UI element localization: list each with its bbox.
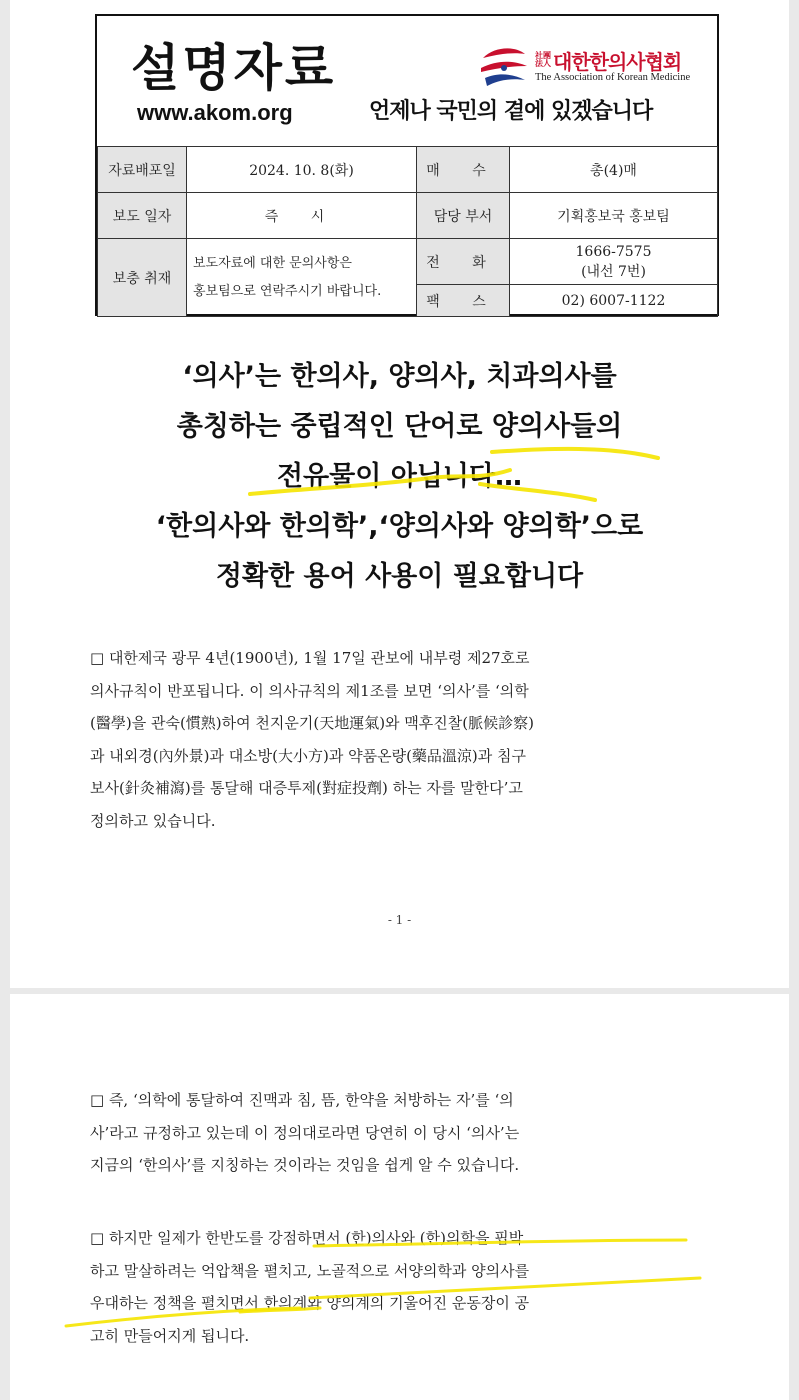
website-url[interactable]: www.akom.org [137,100,293,125]
phone-extension: (내선 7번) [581,263,646,280]
document-page-1 [10,0,789,988]
coverage-note-line: 홍보팀으로 연락주시기 바랍니다. [193,283,382,299]
slogan: 언제나 국민의 곁에 있겠습니다 [369,99,653,124]
fax-label: 팩 스 [417,285,510,317]
header-banner [97,16,717,147]
release-date-label: 자료배포일 [98,147,187,193]
fax-value: 02) 6007-1122 [510,285,718,317]
headline-line: 정확한 용어 사용이 필요합니다 [215,561,584,592]
paragraph-line: □ 하지만 일제가 한반도를 강점하면서 (한)의사와 (한)의학을 핍박 [90,1229,524,1247]
org-name: 대한한의사협회 [553,50,682,74]
paragraph-line: 하고 말살하려는 억압책을 펼치고, 노골적으로 서양의학과 양의사를 [90,1261,530,1280]
headline-line: ‘한의사와 한의학’,‘양의사와 양의학’으로 [155,511,644,542]
paragraph-line: □ 대한제국 광무 4년(1900년), 1월 17일 관보에 내부령 제27호로 [90,649,530,667]
paragraph-line: 정의하고 있습니다. [90,811,216,830]
body-paragraph-1 [90,642,712,837]
paragraph-line: □ 즉, ‘의학에 통달하여 진맥과 침, 뜸, 한약을 처방하는 자’를 ‘의 [90,1091,514,1109]
coverage-note [187,239,417,317]
paragraph-line: 고히 만들어지게 됩니다. [90,1326,250,1345]
document-page-2 [10,994,789,1400]
association-logo-icon [477,44,531,94]
pages-label: 매 수 [417,147,510,193]
phone-label: 전 화 [417,239,510,285]
phone-number: 1666-7575 [575,243,652,260]
release-info-table [97,146,718,317]
paragraph-line: 우대하는 정책을 펼치면서 한의계와 양의계의 기울어진 운동장이 공 [90,1294,530,1312]
paragraph-line: 사’라고 규정하고 있는데 이 정의대로라면 당연히 이 당시 ‘의사’는 [90,1123,520,1142]
coverage-label: 보충 취재 [98,239,187,317]
body-paragraph-3 [90,1222,712,1352]
paragraph-line: 의사규칙이 반포됩니다. 이 의사규칙의 제1조를 보면 ‘의사’를 ‘의학 [90,681,529,700]
headline-line: 총칭하는 중립적인 단어로 양의사들의 [176,411,623,442]
report-date-label: 보도 일자 [98,193,187,239]
body-paragraph-2 [90,1084,712,1182]
phone-value[interactable] [510,239,718,285]
headline-line: ‘의사’는 한의사, 양의사, 치과의사를 [182,361,617,392]
report-date-value: 즉 시 [187,193,417,239]
org-type-label: 社團法人 [535,51,551,68]
department-label: 담당 부서 [417,193,510,239]
department-value: 기획홍보국 홍보팀 [510,193,718,239]
press-release-header [95,14,719,316]
coverage-note-line: 보도자료에 대한 문의사항은 [193,255,352,271]
release-date-value: 2024. 10. 8(화) [187,147,417,193]
paragraph-line: 보사(針灸補瀉)를 통달해 대증투제(對症投劑) 하는 자를 말한다’고 [90,779,523,797]
paragraph-line: (醫學)을 관숙(慣熟)하여 천지운기(天地運氣)와 맥후진찰(脈候診察) [90,714,534,732]
org-english-name: The Association of Korean Medicine [535,72,691,83]
doc-title: 설명자료 [131,39,337,97]
headline-line: 전유물이 아닙니다… [276,461,523,492]
headline [10,352,789,602]
paragraph-line: 지금의 ‘한의사’를 지칭하는 것이라는 것임을 쉽게 알 수 있습니다. [90,1156,520,1174]
page-number: - 1 - [387,913,412,927]
pages-value: 총(4)매 [510,147,718,193]
paragraph-line: 과 내외경(內外景)과 대소방(大小方)과 약품온량(藥品溫涼)과 침구 [90,746,527,765]
